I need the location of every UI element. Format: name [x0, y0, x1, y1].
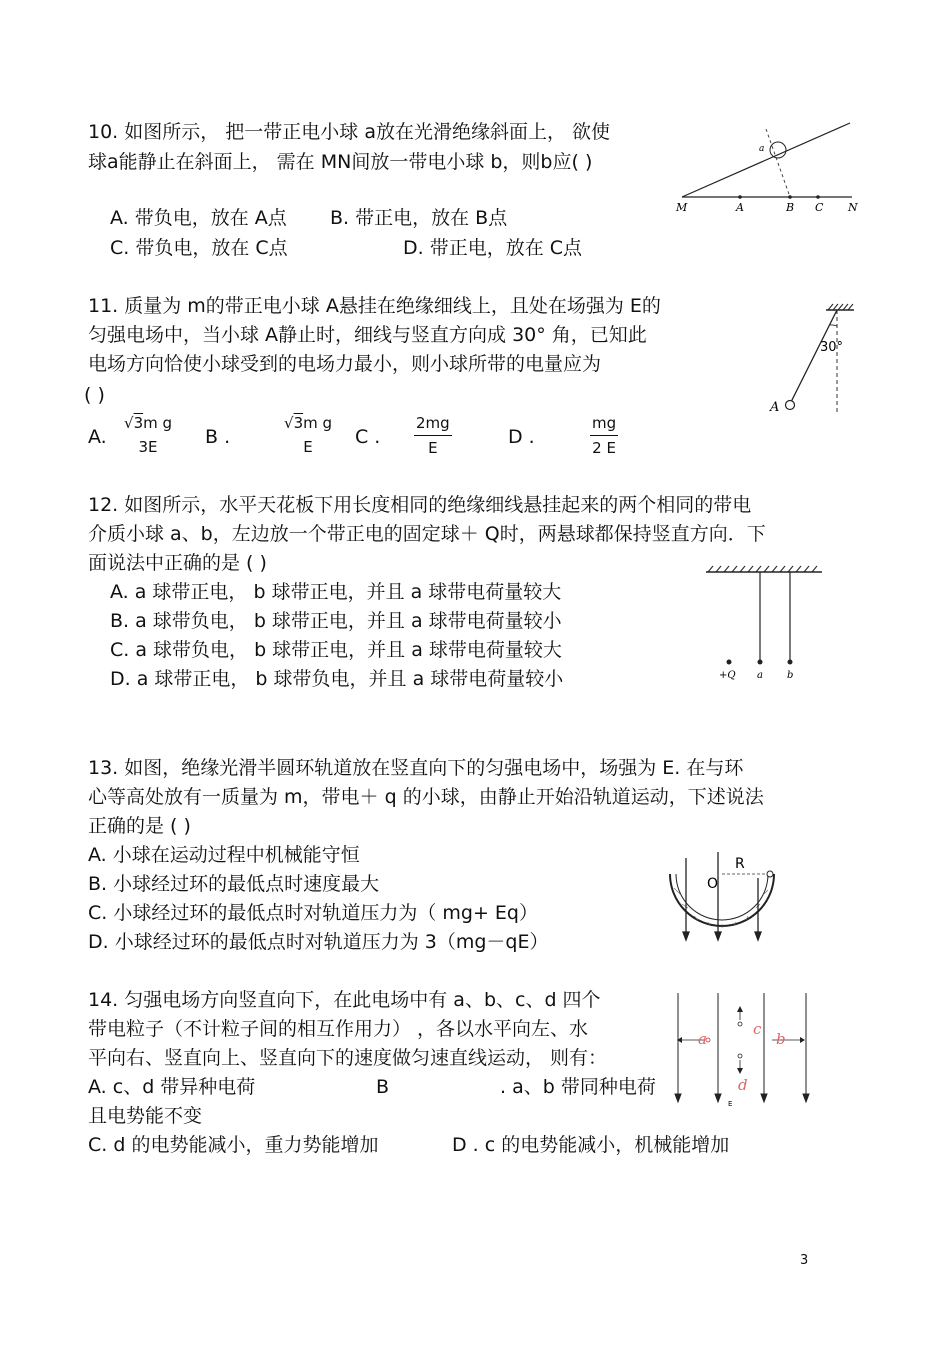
label-A: A — [770, 400, 780, 415]
label-N: N — [848, 201, 858, 214]
q13-stem-line2: 心等高处放有一质量为 m，带电＋ q 的小球，由静止开始沿轨道运动，下述说法 — [88, 786, 764, 808]
q12-stem-line2: 介质小球 a、b，左边放一个带正电的固定球＋ Q时，两悬球都保持竖直方向．下 — [88, 523, 766, 545]
label-E: E — [728, 1100, 733, 1108]
q11-stem-line3: 电场方向恰使小球受到的电场力最小，则小球所带的电量应为 — [88, 353, 602, 375]
q11-option-c-label: C . — [355, 426, 381, 448]
q12-option-c: C. a 球带负电， b 球带正电，并且 a 球带电荷量较大 — [110, 639, 562, 661]
q11-option-d-fraction — [590, 414, 618, 457]
q12-option-d: D. a 球带正电， b 球带负电，并且 a 球带电荷量较小 — [110, 668, 564, 690]
label-plus-Q: +Q — [719, 670, 736, 681]
q11-option-a-label: A. — [88, 426, 107, 448]
label-d: d — [738, 1076, 748, 1094]
q12-option-a: A. a 球带正电， b 球带正电，并且 a 球带电荷量较大 — [110, 581, 562, 603]
q11-option-b-fraction: √3m g E — [284, 414, 333, 456]
page-number: 3 — [800, 1253, 809, 1268]
q14-option-b-text: . a、b 带同种电荷 — [500, 1076, 656, 1098]
q10-option-c: C. 带负电，放在 C点 — [110, 237, 288, 259]
q11-option-b-denominator: E — [303, 438, 313, 456]
label-A: A — [736, 201, 744, 214]
q14-stem-line2: 带电粒子（不计粒子间的相互作用力） ，各以水平向左、水 — [88, 1018, 589, 1040]
q11-option-a-fraction: √3m g 3E — [124, 414, 173, 456]
label-a: a — [698, 1030, 707, 1048]
q10-option-d: D. 带正电，放在 C点 — [403, 237, 583, 259]
label-R: R — [735, 856, 745, 872]
q13-semicircle-track-figure — [660, 848, 780, 948]
q11-option-d-label: D . — [508, 426, 535, 448]
q10-option-b: B. 带正电，放在 B点 — [330, 207, 508, 229]
q11-option-a-denominator: 3E — [138, 438, 158, 456]
q10-stem-line1: 10. 如图所示， 把一带正电小球 a放在光滑绝缘斜面上， 欲使 — [88, 121, 611, 143]
q10-stem-line2: 球a能静止在斜面上， 需在 MN间放一带电小球 b，则b应( ) — [88, 151, 593, 173]
q11-stem-line4: ( ) — [84, 384, 105, 406]
q12-hanging-balls-figure — [700, 560, 830, 690]
q11-option-b-root: 3 — [293, 414, 304, 432]
q13-option-a: A. 小球在运动过程中机械能守恒 — [88, 844, 360, 866]
q14-option-a: A. c、d 带异种电荷 — [88, 1076, 256, 1098]
q11-option-a-root: 3 — [133, 414, 144, 432]
angle-30: 30° — [820, 340, 844, 355]
q13-option-b: B. 小球经过环的最低点时速度最大 — [88, 873, 380, 895]
label-M: M — [676, 201, 688, 214]
q11-option-b-label: B . — [205, 426, 231, 448]
q14-stem-line1: 14. 匀强电场方向竖直向下，在此电场中有 a、b、c、d 四个 — [88, 989, 601, 1011]
q14-option-b-label: B — [376, 1076, 390, 1098]
q11-pendulum-figure — [760, 300, 860, 425]
q14-stem-line3: 平向右、竖直向上、竖直向下的速度做匀速直线运动， 则有： — [88, 1047, 608, 1069]
q11-option-c-fraction — [414, 414, 452, 457]
q11-option-b-numerator: m g — [303, 414, 333, 432]
q13-option-c: C. 小球经过环的最低点时对轨道压力为（ mg+ Eq） — [88, 902, 538, 924]
label-c: c — [753, 1020, 762, 1038]
q11-option-c-denominator: E — [428, 439, 438, 457]
q11-option-a-numerator: m g — [143, 414, 173, 432]
q11-option-c-numerator: 2mg — [416, 414, 450, 432]
q14-field-particles-figure — [668, 988, 818, 1113]
q11-option-d-numerator: mg — [592, 414, 617, 432]
label-b: b — [787, 670, 794, 681]
q11-option-d-denominator: 2 E — [592, 439, 616, 457]
label-b: b — [776, 1030, 786, 1048]
q13-stem-line1: 13. 如图，绝缘光滑半圆环轨道放在竖直向下的匀强电场中，场强为 E. 在与环 — [88, 757, 744, 779]
q12-option-b: B. a 球带负电， b 球带正电，并且 a 球带电荷量较小 — [110, 610, 562, 632]
label-B: B — [786, 201, 795, 214]
q10-incline-figure — [668, 115, 868, 220]
label-O: O — [707, 876, 719, 892]
q12-stem-line1: 12. 如图所示，水平天花板下用长度相同的绝缘细线悬挂起来的两个相同的带电 — [88, 494, 752, 516]
label-a: a — [759, 144, 765, 154]
q12-stem-line3: 面说法中正确的是 ( ) — [88, 552, 267, 574]
q13-option-d: D. 小球经过环的最低点时对轨道压力为 3（mg－qE） — [88, 931, 549, 953]
q14-option-c: C. d 的电势能减小，重力势能增加 — [88, 1134, 379, 1156]
q14-option-d: D . c 的电势能减小，机械能增加 — [452, 1134, 730, 1156]
q13-stem-line3: 正确的是 ( ) — [88, 815, 191, 837]
q11-stem-line2: 匀强电场中，当小球 A静止时，细线与竖直方向成 30° 角，已知此 — [88, 324, 647, 346]
q11-stem-line1: 11. 质量为 m的带正电小球 A悬挂在绝缘细线上，且处在场强为 E的 — [88, 295, 661, 317]
label-a: a — [757, 670, 763, 681]
q10-option-a: A. 带负电，放在 A点 — [110, 207, 287, 229]
label-C: C — [815, 201, 824, 214]
q14-option-b-continued: 且电势能不变 — [88, 1105, 203, 1127]
